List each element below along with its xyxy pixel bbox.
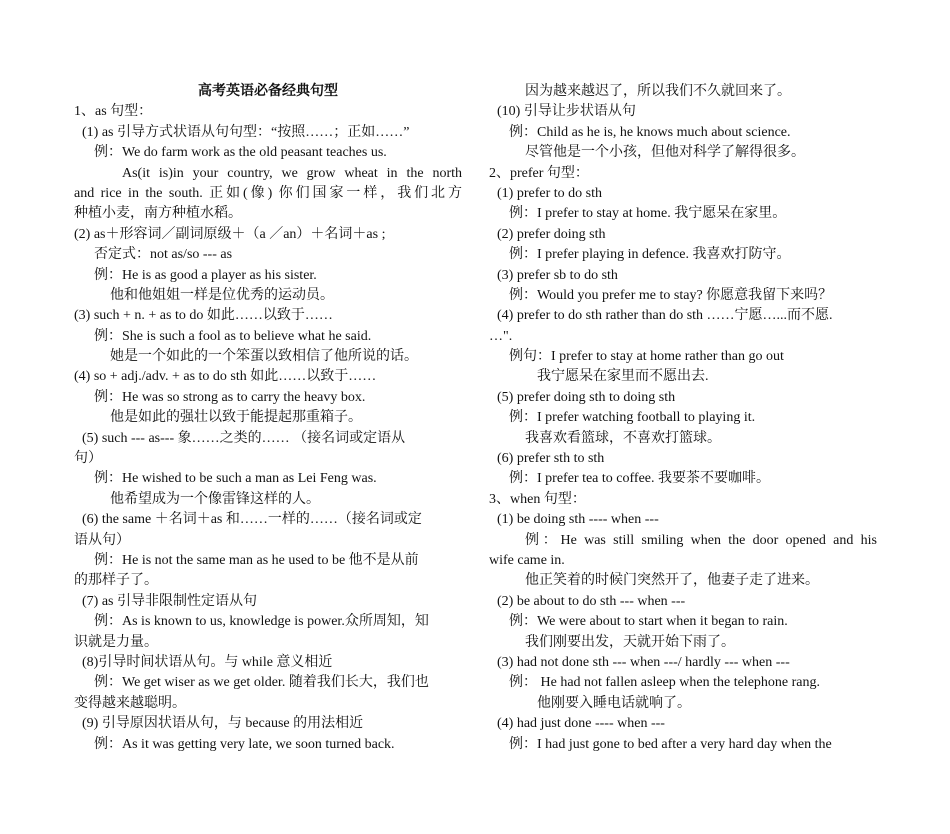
text-line: (1) as 引导方式状语从句句型：“按照……；正如……” — [82, 124, 410, 140]
text-line: (4) so + adj./adv. + as to do sth 如此……以致于…… — [74, 369, 377, 385]
text-line: 例：I prefer playing in defence. 我喜欢打防守。 — [509, 247, 791, 263]
text-line: (4) had just done ---- when --- — [497, 716, 665, 732]
text-line: (3) prefer sb to do sth — [497, 267, 618, 283]
text-line: 例：I prefer to stay at home. 我宁愿呆在家里。 — [509, 206, 787, 222]
text-line: 例：He is not the same man as he used to be 他不是从前 — [94, 552, 419, 568]
text-line: 例：He is as good a player as his sister. — [94, 267, 317, 283]
text-line: …". — [489, 328, 513, 344]
text-line: (5) such --- as--- 象……之类的…… （接名词或定语从 — [82, 430, 406, 446]
text-line: (2) prefer doing sth — [497, 226, 606, 242]
text-line: 例：I prefer watching football to playing it. — [509, 410, 756, 426]
text-line: 例句：I prefer to stay at home rather than go out — [509, 349, 784, 365]
text-line: 3、when 句型： — [489, 491, 586, 507]
text-line: 我喜欢看篮球，不喜欢打篮球。 — [525, 430, 721, 446]
text-line: As(it is)in your country, we grow wheat in the north — [122, 165, 462, 181]
text-line: 例：He was so strong as to carry the heavy box. — [94, 389, 366, 405]
text-line: 例：Child as he is, he knows much about science. — [509, 124, 791, 140]
text-line: (8)引导时间状语从句。与 while 意义相近 — [82, 654, 333, 670]
text-line: 例：We get wiser as we get older. 随着我们长大，我们也 — [94, 675, 429, 691]
text-line: 她是一个如此的一个笨蛋以致相信了他所说的话。 — [110, 349, 418, 365]
text-line: 他刚要入睡电话就响了。 — [537, 695, 691, 711]
text-line: (4) prefer to do sth rather than do sth ……宁愿…...而不愿. — [497, 308, 833, 324]
text-line: 否定式：not as/so --- as — [94, 247, 233, 263]
text-line: 他正笑着的时候门突然开了，他妻子走了进来。 — [525, 573, 819, 589]
text-line: 识就是力量。 — [74, 634, 158, 650]
text-line: (3) such + n. + as to do 如此……以致于…… — [74, 308, 333, 324]
text-line: 例：I prefer tea to coffee. 我要茶不要咖啡。 — [509, 471, 770, 487]
text-line: (5) prefer doing sth to doing sth — [497, 389, 676, 405]
text-line: 例：We were about to start when it began to rain. — [509, 614, 788, 630]
text-line: 例：She is such a fool as to believe what he said. — [94, 328, 372, 344]
text-line: 例：He was still smiling when the door opened and his — [525, 532, 877, 548]
text-line: 例：We do farm work as the old peasant teaches us. — [94, 145, 387, 161]
text-line: 变得越来越聪明。 — [74, 695, 186, 711]
text-line: 例：As it was getting very late, we soon turned back. — [94, 736, 395, 752]
text-line: (2) be about to do sth --- when --- — [497, 593, 686, 609]
text-line: 尽管他是一个小孩，但他对科学了解得很多。 — [525, 145, 805, 161]
text-line: wife came in. — [489, 552, 565, 568]
text-line: 1、as 句型： — [74, 104, 153, 120]
text-line: 例：I had just gone to bed after a very hard day when the — [509, 736, 832, 752]
text-line: 语从句） — [74, 532, 130, 548]
text-line: (6) prefer sth to sth — [497, 451, 605, 467]
text-line: 句） — [74, 451, 102, 467]
text-line: 他希望成为一个像雷锋这样的人。 — [110, 491, 320, 507]
left-column — [74, 82, 462, 755]
text-line: 我们刚要出发，天就开始下雨了。 — [525, 634, 735, 650]
text-line: (1) be doing sth ---- when --- — [497, 512, 659, 528]
text-line: (9) 引导原因状语从句，与 because 的用法相近 — [82, 716, 364, 732]
text-line: and rice in the south. 正如(像) 你们国家一样，我们北方 — [74, 185, 462, 201]
text-line: 因为越来越迟了，所以我们不久就回来了。 — [525, 84, 791, 99]
text-line: 例：Would you prefer me to stay? 你愿意我留下来吗？ — [509, 287, 833, 303]
text-line: 2、prefer 句型： — [489, 165, 589, 181]
text-line: 的那样子了。 — [74, 573, 158, 589]
right-column — [489, 82, 877, 755]
text-line: 我宁愿呆在家里而不愿出去. — [537, 369, 709, 385]
text-line: 他和他姐姐一样是位优秀的运动员。 — [110, 287, 334, 303]
text-line: 例： He had not fallen asleep when the telephone rang. — [509, 675, 821, 691]
text-line: 种植小麦，南方种植水稻。 — [74, 206, 242, 222]
document-title: 高考英语必备经典句型 — [198, 84, 338, 99]
text-line: (2) as＋形容词／副词原级＋（a ／an）＋名词＋as ; — [74, 226, 386, 242]
text-line: (10) 引导让步状语从句 — [497, 104, 636, 120]
text-line: (3) had not done sth --- when ---/ hardly --- when --- — [497, 654, 790, 670]
text-line: (7) as 引导非限制性定语从句 — [82, 593, 257, 609]
text-line: 例：He wished to be such a man as Lei Feng was. — [94, 471, 377, 487]
text-line: 他是如此的强壮以致于能提起那重箱子。 — [110, 410, 362, 426]
text-line: 例：As is known to us, knowledge is power.众所周知，知 — [94, 614, 429, 630]
text-line: (1) prefer to do sth — [497, 185, 602, 201]
text-line: (6) the same ＋名词＋as 和……一样的……（接名词或定 — [82, 512, 422, 528]
